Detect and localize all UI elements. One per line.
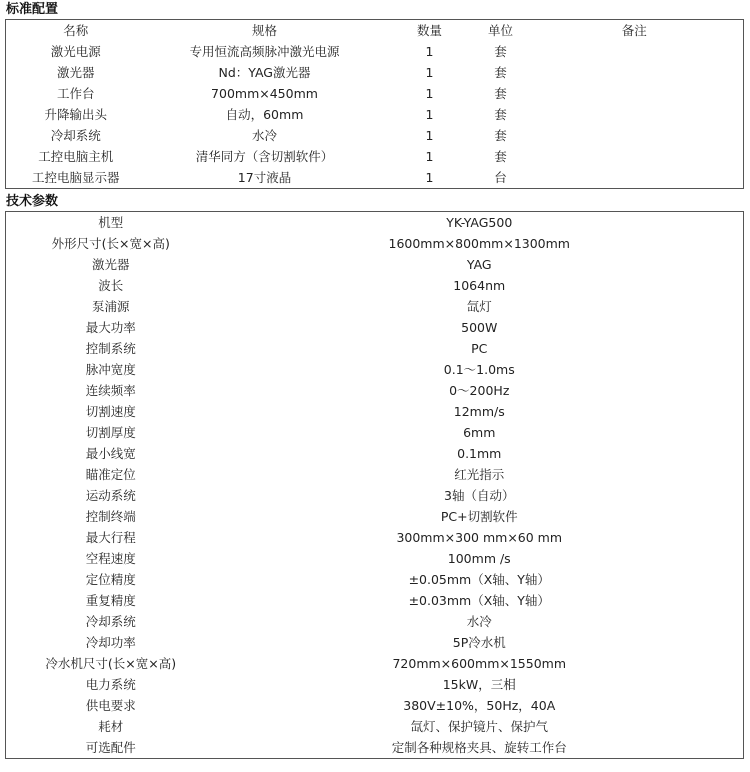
param-row (6, 212, 744, 234)
config-row-cell (526, 41, 744, 62)
param-row-cell: 最大行程 (85, 530, 136, 545)
param-row (6, 317, 744, 338)
param-row (6, 695, 744, 716)
header-name: 名称 (63, 23, 89, 38)
config-row-cell: 套 (494, 107, 507, 122)
param-row (6, 275, 744, 296)
param-row-cell: ±0.05mm（X轴、Y轴） (408, 572, 550, 587)
param-row (6, 485, 744, 506)
param-row-cell: 380V±10%，50Hz，40A (403, 698, 556, 713)
config-row-cell: 工控电脑显示器 (31, 170, 120, 185)
config-row-cell: 1 (425, 128, 434, 143)
config-row-cell: 冷却系统 (50, 128, 101, 143)
param-row (6, 527, 744, 548)
config-row-cell: 激光器 (56, 65, 95, 80)
config-row-cell: Nd：YAG激光器 (218, 65, 311, 80)
config-row-cell (526, 167, 744, 189)
config-row-cell: 700mm×450mm (211, 86, 318, 101)
param-row-cell: 100mm /s (447, 551, 511, 566)
param-row-cell: 1600mm×800mm×1300mm (388, 236, 570, 251)
param-row-cell: 最小线宽 (85, 446, 136, 461)
header-remark: 备注 (621, 23, 647, 38)
config-row-cell (526, 62, 744, 83)
param-row-cell: 冷却功率 (85, 635, 136, 650)
config-row (6, 41, 744, 62)
param-row (6, 590, 744, 611)
param-row-cell: 激光器 (91, 257, 130, 272)
config-row-cell: 清华同方（含切割软件） (195, 149, 334, 164)
config-row-cell: 专用恒流高频脉冲激光电源 (189, 44, 340, 59)
config-row-cell: 工控电脑主机 (38, 149, 114, 164)
header-qty: 数量 (416, 23, 442, 38)
param-row (6, 359, 744, 380)
tech-params-table (5, 211, 744, 759)
config-row-cell: 套 (494, 128, 507, 143)
param-row-cell: 控制终端 (85, 509, 136, 524)
param-row-cell: 供电要求 (85, 698, 136, 713)
param-row (6, 401, 744, 422)
param-row-cell: 脉冲宽度 (85, 362, 136, 377)
config-row-cell (526, 83, 744, 104)
param-row-cell: 耗材 (98, 719, 124, 734)
param-row-cell: 红光指示 (454, 467, 505, 482)
param-row-cell: 5P冷水机 (452, 635, 506, 650)
param-row (6, 569, 744, 590)
header-spec: 规格 (251, 23, 277, 38)
param-row (6, 254, 744, 275)
config-row-cell: 1 (425, 44, 434, 59)
param-row-cell: 最大功率 (85, 320, 136, 335)
config-row-cell: 1 (425, 86, 434, 101)
config-row-cell: 套 (494, 44, 507, 59)
config-row-cell (526, 125, 744, 146)
standard-config-title: 标准配置 (6, 2, 59, 17)
param-row-cell: 1064nm (453, 278, 506, 293)
config-row-cell: 1 (425, 65, 434, 80)
param-row (6, 464, 744, 485)
tech-params-title: 技术参数 (6, 194, 59, 209)
config-row-cell: 1 (425, 170, 434, 185)
param-row-cell: 0.1mm (457, 446, 502, 461)
config-row-cell: 水冷 (251, 128, 277, 143)
param-row-cell: 定制各种规格夹具、旋转工作台 (391, 740, 567, 755)
param-row-cell: 300mm×300 mm×60 mm (396, 530, 563, 545)
config-row-cell: 激光电源 (50, 44, 101, 59)
param-row (6, 296, 744, 317)
param-row (6, 443, 744, 464)
config-row-cell: 升降输出头 (44, 107, 107, 122)
param-row-cell: 切割厚度 (85, 425, 136, 440)
param-row (6, 674, 744, 695)
header-unit: 单位 (487, 23, 513, 38)
config-row-cell (526, 104, 744, 125)
config-row (6, 167, 744, 189)
param-row-cell: ±0.03mm（X轴、Y轴） (408, 593, 550, 608)
param-row (6, 233, 744, 254)
param-row-cell: 720mm×600mm×1550mm (392, 656, 567, 671)
config-row-cell: 1 (425, 107, 434, 122)
param-row-cell: 0～200Hz (449, 383, 510, 398)
config-row (6, 83, 744, 104)
param-row-cell: 定位精度 (85, 572, 136, 587)
param-row-cell: 瞄准定位 (85, 467, 136, 482)
param-row-cell: 泵浦源 (91, 299, 130, 314)
param-row-cell: 氙灯 (466, 299, 492, 314)
config-row-cell: 套 (494, 86, 507, 101)
param-row-cell: YAG (466, 257, 492, 272)
param-row-cell: 机型 (98, 215, 124, 230)
config-row (6, 104, 744, 125)
param-row-cell: 氙灯、保护镜片、保护气 (410, 719, 548, 734)
param-row (6, 338, 744, 359)
standard-config-table (5, 19, 744, 189)
param-row-cell: 控制系统 (85, 341, 136, 356)
param-row-cell: 波长 (98, 278, 124, 293)
param-row-cell: 3轴（自动） (444, 488, 515, 503)
param-row (6, 653, 744, 674)
param-row-cell: 水冷 (466, 614, 492, 629)
param-row-cell: YK-YAG500 (446, 215, 513, 230)
param-row (6, 737, 744, 759)
param-row (6, 632, 744, 653)
param-row-cell: 空程速度 (85, 551, 136, 566)
config-row (6, 125, 744, 146)
param-row-cell: 外形尺寸(长×宽×高) (51, 236, 170, 251)
config-row (6, 146, 744, 167)
param-row-cell: 可选配件 (85, 740, 136, 755)
param-row-cell: 6mm (463, 425, 496, 440)
param-row-cell: 500W (461, 320, 498, 335)
config-row-cell: 1 (425, 149, 434, 164)
param-row (6, 422, 744, 443)
config-row-cell: 套 (494, 65, 507, 80)
param-row-cell: 0.1～1.0ms (443, 362, 515, 377)
param-row-cell: 冷却系统 (85, 614, 136, 629)
config-row-cell: 台 (494, 170, 507, 185)
param-row-cell: 连续频率 (85, 383, 136, 398)
param-row (6, 716, 744, 737)
config-row (6, 62, 744, 83)
param-row-cell: 切割速度 (85, 404, 136, 419)
param-row (6, 611, 744, 632)
param-row-cell: 12mm/s (453, 404, 505, 419)
param-row-cell: 15kW，三相 (442, 677, 516, 692)
param-row-cell: PC (471, 341, 488, 356)
param-row-cell: 重复精度 (85, 593, 136, 608)
param-row (6, 548, 744, 569)
param-row-cell: 运动系统 (85, 488, 136, 503)
config-row-cell: 17寸液晶 (237, 170, 292, 185)
param-row-cell: PC+切割软件 (440, 509, 518, 524)
config-row-cell (526, 146, 744, 167)
param-row-cell: 电力系统 (85, 677, 136, 692)
config-row-cell: 自动，60mm (225, 107, 304, 122)
config-row-cell: 套 (494, 149, 507, 164)
table-header-row (6, 20, 744, 42)
param-row (6, 506, 744, 527)
param-row-cell: 冷水机尺寸(长×宽×高) (45, 656, 177, 671)
config-row-cell: 工作台 (56, 86, 95, 101)
param-row (6, 380, 744, 401)
